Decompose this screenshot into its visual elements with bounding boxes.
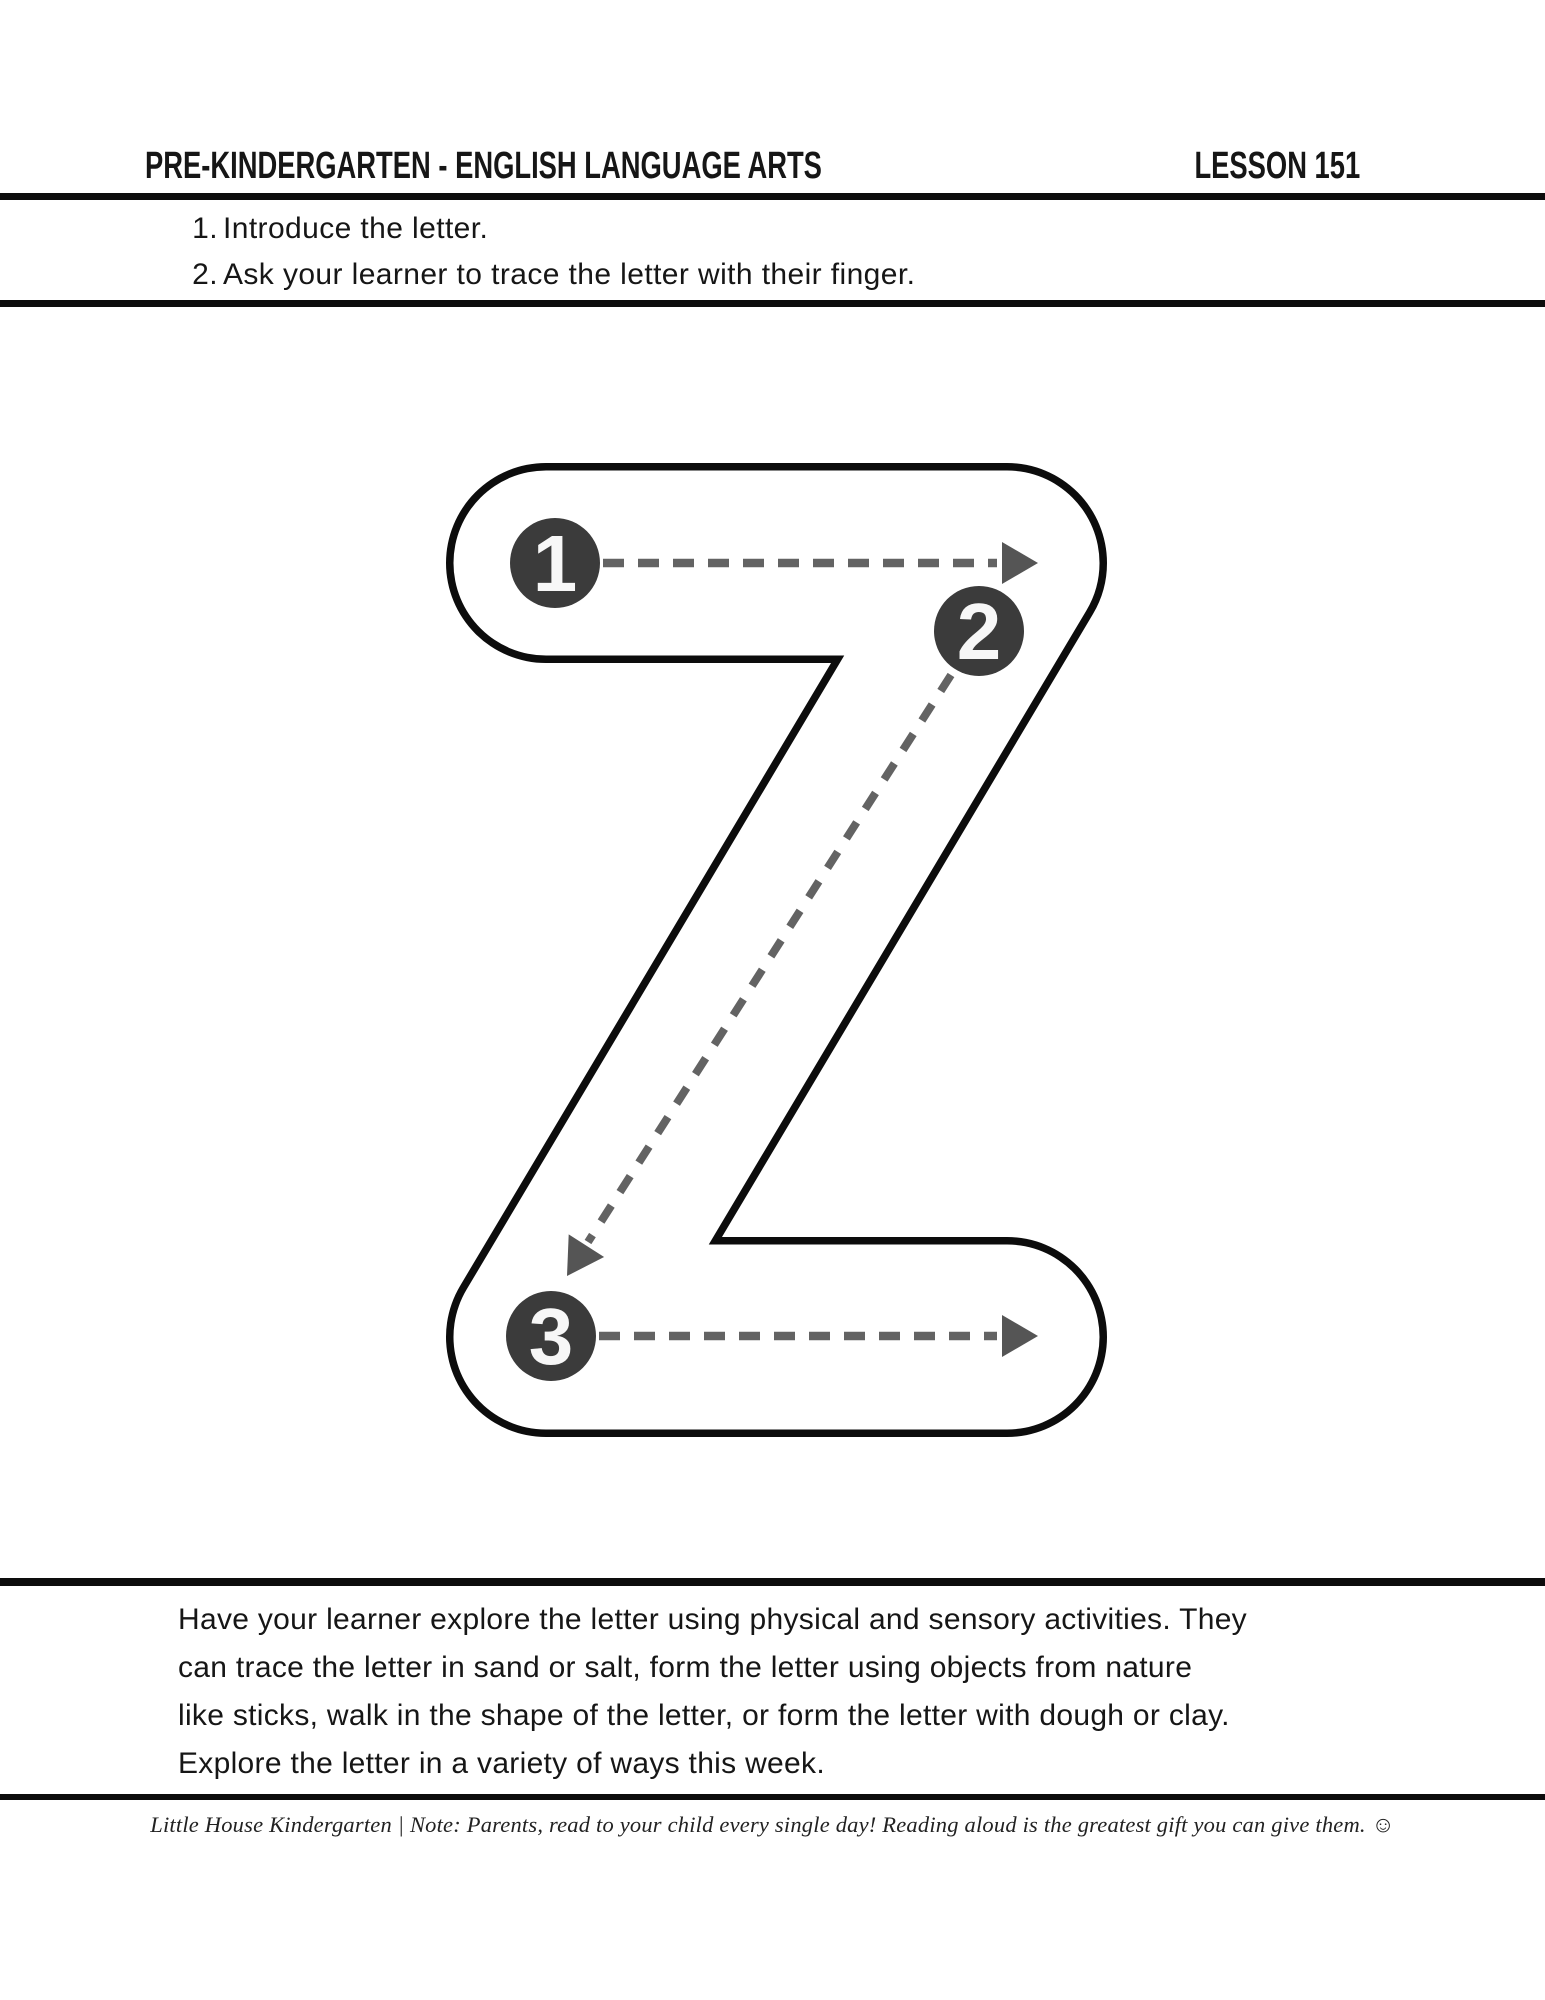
footer-divider	[0, 1794, 1545, 1800]
activity-line: Have your learner explore the letter using physical and sensory activities. They	[178, 1603, 1247, 1636]
instruction-list	[178, 206, 915, 298]
letter-tracing-graphic	[446, 463, 1107, 1437]
step-number-3: 3	[528, 1292, 574, 1381]
step-number-1: 1	[532, 519, 578, 608]
footer-note: Little House Kindergarten | Note: Parents, read to your child every single day! Reading aloud is the greatest gift you can give them. ☺	[150, 1812, 1395, 1837]
instruction-item	[178, 252, 915, 298]
activity-divider	[0, 1578, 1545, 1586]
instruction-text: Introduce the letter.	[223, 212, 489, 245]
activity-paragraph	[178, 1596, 1247, 1788]
instructions-divider	[0, 300, 1545, 307]
instruction-number: 2.	[192, 258, 218, 291]
activity-line: can trace the letter in sand or salt, form the letter using objects from nature	[178, 1651, 1193, 1684]
page-title: PRE-KINDERGARTEN - ENGLISH LANGUAGE ARTS	[145, 145, 822, 187]
lesson-number: LESSON 151	[1194, 145, 1360, 187]
header-divider	[0, 193, 1545, 200]
instruction-number: 1.	[192, 212, 218, 245]
instruction-item	[178, 206, 915, 252]
step-number-2: 2	[956, 587, 1002, 676]
instruction-text: Ask your learner to trace the letter with their finger.	[223, 258, 916, 291]
letter-z-svg	[446, 463, 1107, 1437]
activity-line: like sticks, walk in the shape of the letter, or form the letter with dough or clay.	[178, 1699, 1230, 1732]
activity-line: Explore the letter in a variety of ways this week.	[178, 1747, 825, 1780]
